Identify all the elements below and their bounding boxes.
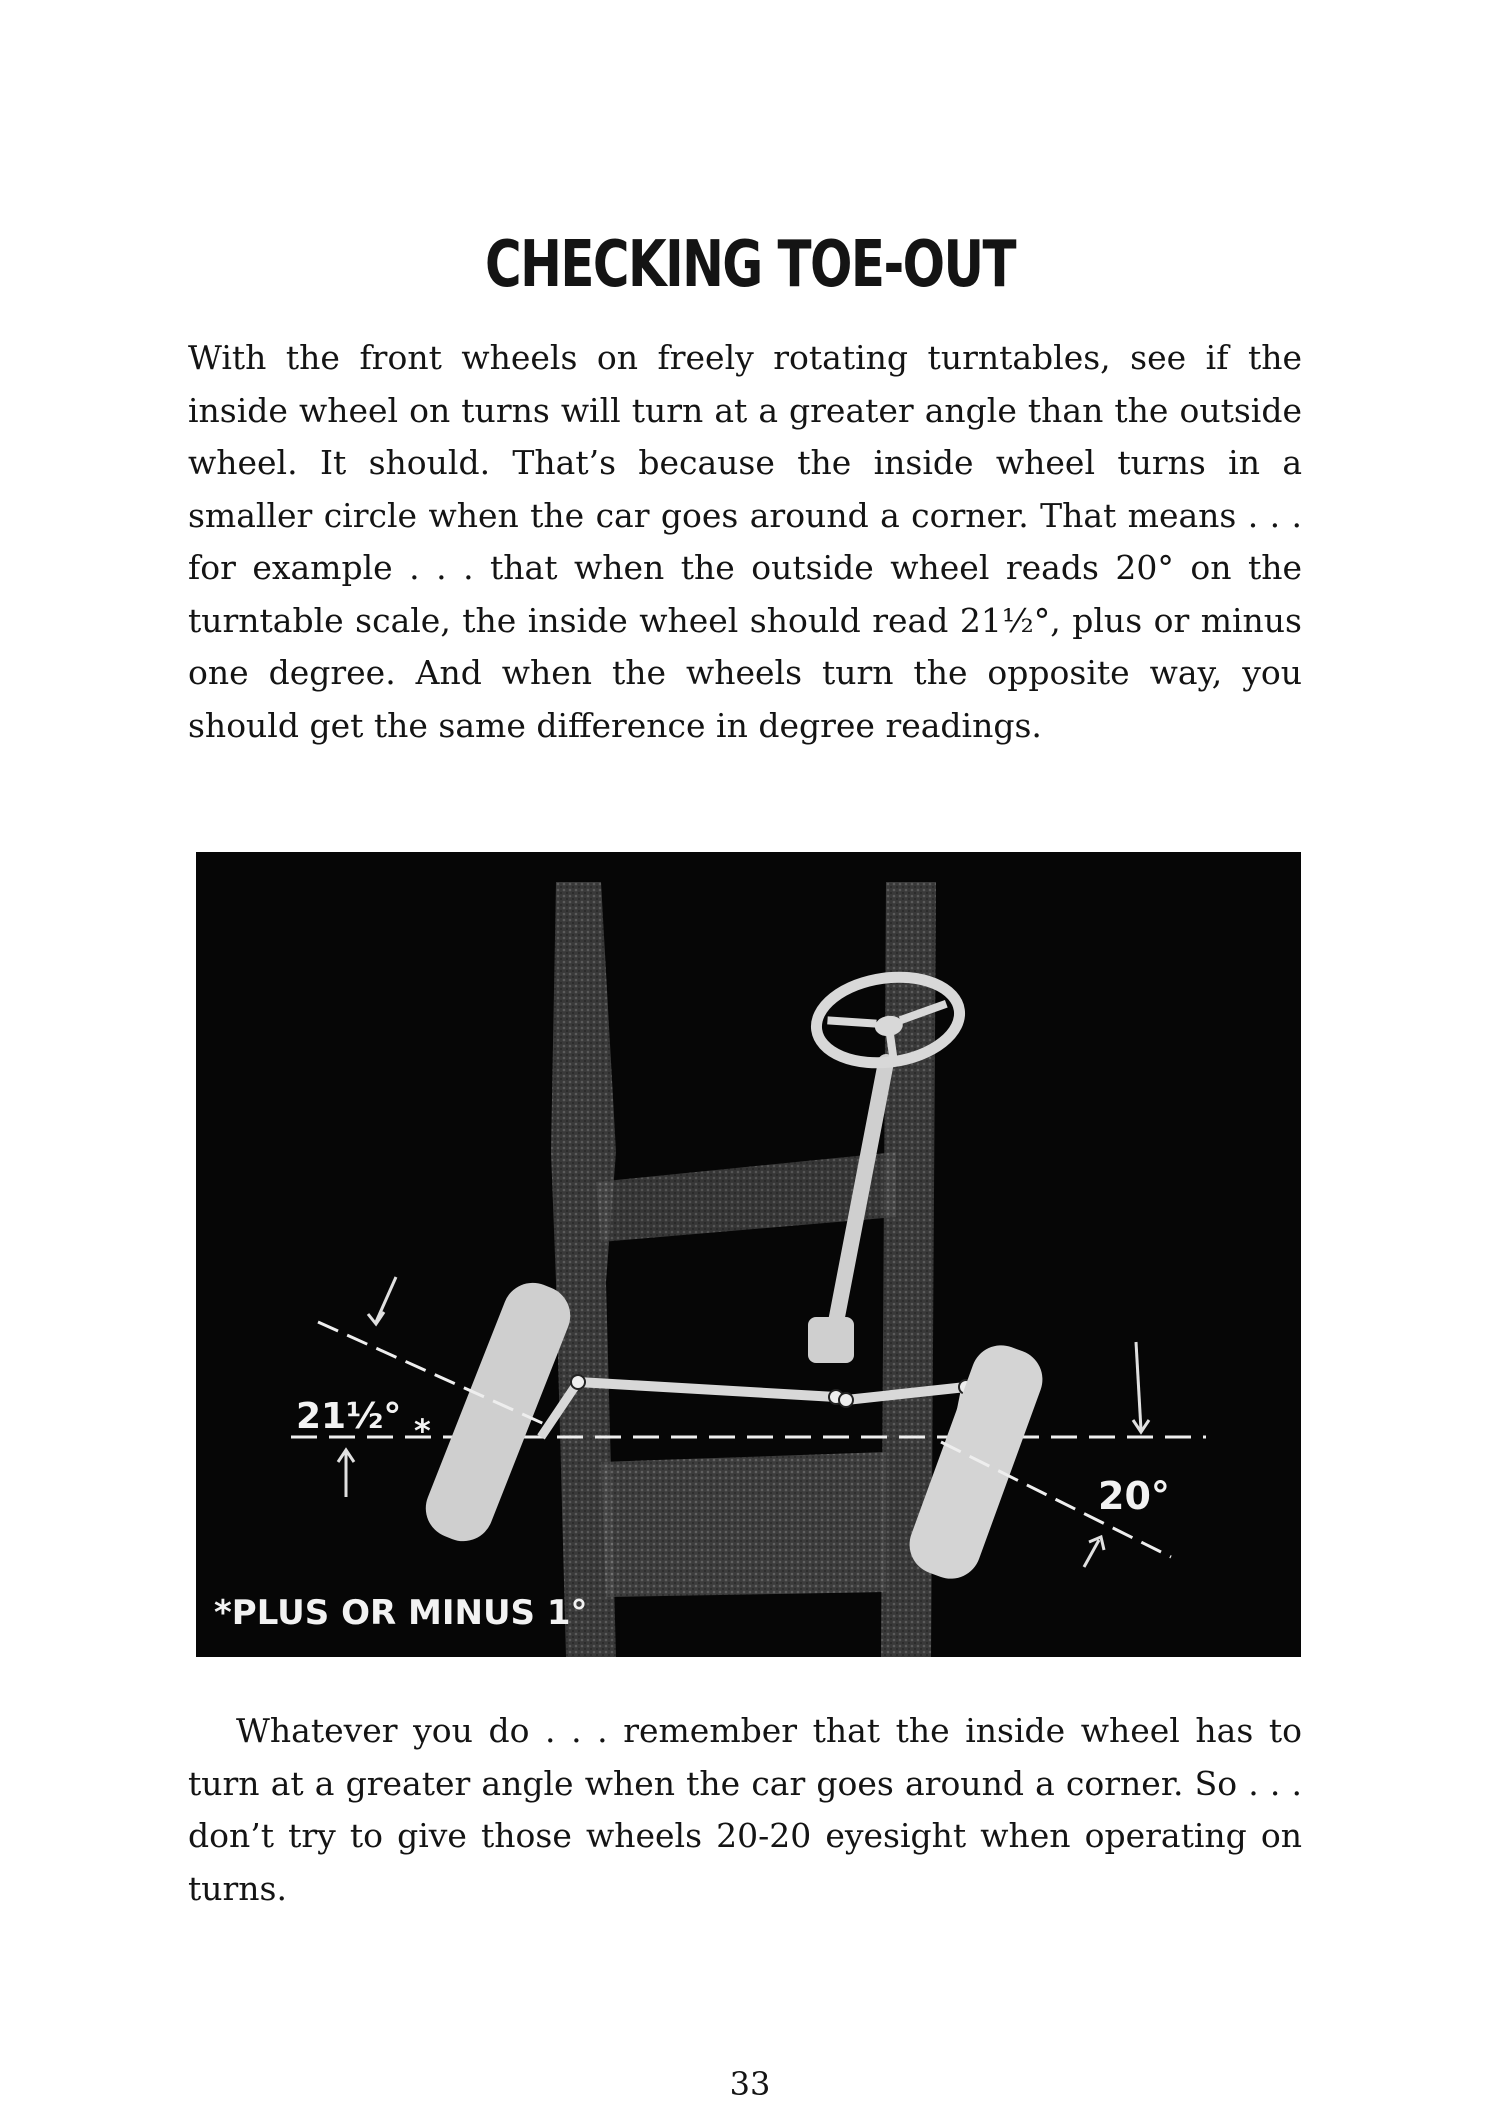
toe-out-illustration <box>196 852 1301 1657</box>
frame-crossmember-lower <box>601 1452 886 1597</box>
inside-angle-arrows <box>338 1277 396 1497</box>
inside-angle-label: 21½° <box>296 1396 402 1437</box>
tie-rod-left <box>578 1382 836 1397</box>
steering-gearbox <box>808 1317 854 1363</box>
intro-paragraph: With the front wheels on freely rotating turntables, see if the inside wheel on turns will turn at a greater angle than the outside wheel. It should. That’s because the inside wheel turns in a smaller circle when the car goes around a corner. That means . . . for example . . . that when the outside wheel reads 20° on the turntable scale, the inside wheel should read 21½°, plus or minus one degree. And when the wheels turn the opposite way, you should get the same difference in degree readings. <box>188 338 1302 745</box>
outside-angle-arrows <box>1084 1342 1149 1567</box>
closing-paragraph: Whatever you do . . . remember that the inside wheel has to turn at a greater angle when the car goes around a corner. So . . . don’t try to give those wheels 20-20 eyesight when operating on turns. <box>188 1711 1302 1908</box>
outside-angle-label: 20° <box>1098 1474 1170 1518</box>
asterisk-marker: * <box>414 1412 431 1450</box>
page-title: CHECKING TOE-OUT <box>485 228 1015 302</box>
tolerance-note: *PLUS OR MINUS 1° <box>214 1593 588 1633</box>
steering-diagram <box>196 852 1301 1657</box>
page-number: 33 <box>729 2065 771 2103</box>
tie-rod-right <box>846 1387 966 1400</box>
